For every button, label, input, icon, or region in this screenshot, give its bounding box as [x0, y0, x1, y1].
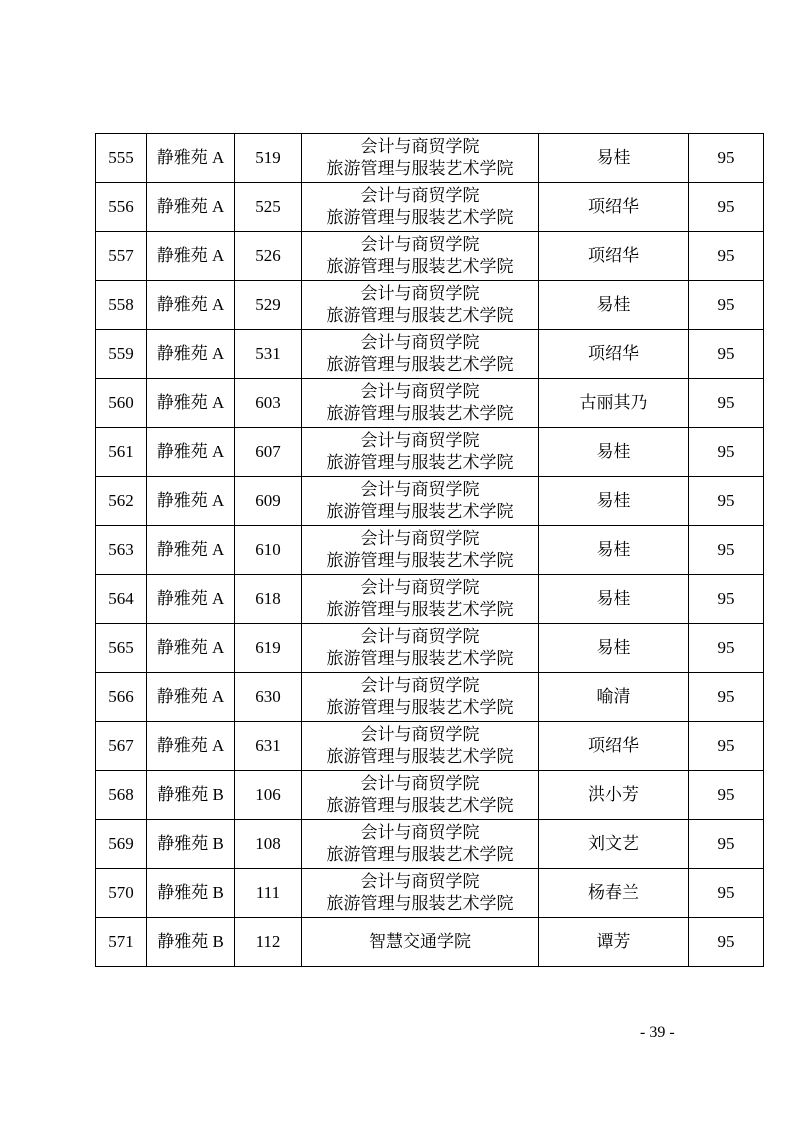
- table-row: [96, 722, 764, 771]
- dormitory-score-table: [95, 133, 764, 967]
- college-name: 会计与商贸学院: [360, 284, 480, 303]
- college-name: 会计与商贸学院: [360, 872, 480, 891]
- score-cell: 95: [689, 918, 764, 967]
- inspector-name-cell: 易桂: [539, 526, 689, 575]
- score-cell: 95: [689, 526, 764, 575]
- building-cell: 静雅苑 A: [147, 379, 235, 428]
- table-row: [96, 820, 764, 869]
- college-name: 会计与商贸学院: [360, 137, 480, 156]
- college-cell: [302, 281, 539, 330]
- inspector-name-cell: 易桂: [539, 428, 689, 477]
- room-number-cell: 609: [235, 477, 302, 526]
- row-number-cell: 556: [96, 183, 147, 232]
- inspector-name-cell: 杨春兰: [539, 869, 689, 918]
- row-number-cell: 562: [96, 477, 147, 526]
- college-cell: [302, 575, 539, 624]
- room-number-cell: 603: [235, 379, 302, 428]
- row-number-cell: 555: [96, 134, 147, 183]
- college-name: 智慧交通学院: [369, 932, 471, 951]
- college-cell: [302, 379, 539, 428]
- row-number-cell: 563: [96, 526, 147, 575]
- college-cell: [302, 673, 539, 722]
- college-name: 旅游管理与服装艺术学院: [326, 257, 514, 276]
- college-name: 旅游管理与服装艺术学院: [326, 845, 514, 864]
- college-name: 旅游管理与服装艺术学院: [326, 698, 514, 717]
- table-row: [96, 183, 764, 232]
- college-cell: [302, 477, 539, 526]
- inspector-name-cell: 项绍华: [539, 722, 689, 771]
- table-row: [96, 428, 764, 477]
- college-cell: [302, 183, 539, 232]
- table-row: [96, 477, 764, 526]
- row-number-cell: 557: [96, 232, 147, 281]
- college-cell: [302, 624, 539, 673]
- row-number-cell: 560: [96, 379, 147, 428]
- college-name: 会计与商贸学院: [360, 235, 480, 254]
- score-cell: 95: [689, 673, 764, 722]
- college-name: 会计与商贸学院: [360, 529, 480, 548]
- inspector-name-cell: 易桂: [539, 624, 689, 673]
- score-cell: 95: [689, 428, 764, 477]
- building-cell: 静雅苑 A: [147, 232, 235, 281]
- score-cell: 95: [689, 722, 764, 771]
- building-cell: 静雅苑 B: [147, 820, 235, 869]
- table-row: [96, 575, 764, 624]
- building-cell: 静雅苑 A: [147, 722, 235, 771]
- building-cell: 静雅苑 A: [147, 673, 235, 722]
- room-number-cell: 619: [235, 624, 302, 673]
- college-cell: [302, 232, 539, 281]
- table-body: [96, 134, 764, 967]
- college-cell: [302, 722, 539, 771]
- score-cell: 95: [689, 820, 764, 869]
- inspector-name-cell: 项绍华: [539, 232, 689, 281]
- inspector-name-cell: 项绍华: [539, 330, 689, 379]
- room-number-cell: 526: [235, 232, 302, 281]
- table-row: [96, 673, 764, 722]
- score-cell: 95: [689, 379, 764, 428]
- room-number-cell: 531: [235, 330, 302, 379]
- college-name: 旅游管理与服装艺术学院: [326, 453, 514, 472]
- table-row: [96, 771, 764, 820]
- score-cell: 95: [689, 183, 764, 232]
- inspector-name-cell: 洪小芳: [539, 771, 689, 820]
- college-name: 旅游管理与服装艺术学院: [326, 649, 514, 668]
- row-number-cell: 567: [96, 722, 147, 771]
- row-number-cell: 564: [96, 575, 147, 624]
- college-name: 会计与商贸学院: [360, 333, 480, 352]
- college-name: 旅游管理与服装艺术学院: [326, 551, 514, 570]
- building-cell: 静雅苑 A: [147, 624, 235, 673]
- row-number-cell: 558: [96, 281, 147, 330]
- table-row: [96, 134, 764, 183]
- row-number-cell: 566: [96, 673, 147, 722]
- college-name: 旅游管理与服装艺术学院: [326, 747, 514, 766]
- college-name: 会计与商贸学院: [360, 774, 480, 793]
- building-cell: 静雅苑 B: [147, 918, 235, 967]
- row-number-cell: 571: [96, 918, 147, 967]
- building-cell: 静雅苑 B: [147, 869, 235, 918]
- college-cell: [302, 771, 539, 820]
- college-name: 会计与商贸学院: [360, 676, 480, 695]
- table-row: [96, 918, 764, 967]
- college-name: 旅游管理与服装艺术学院: [326, 600, 514, 619]
- college-cell: [302, 869, 539, 918]
- table-row: [96, 281, 764, 330]
- score-cell: 95: [689, 477, 764, 526]
- building-cell: 静雅苑 A: [147, 134, 235, 183]
- inspector-name-cell: 谭芳: [539, 918, 689, 967]
- room-number-cell: 519: [235, 134, 302, 183]
- college-name: 旅游管理与服装艺术学院: [326, 502, 514, 521]
- inspector-name-cell: 易桂: [539, 477, 689, 526]
- row-number-cell: 561: [96, 428, 147, 477]
- room-number-cell: 108: [235, 820, 302, 869]
- score-cell: 95: [689, 330, 764, 379]
- score-cell: 95: [689, 281, 764, 330]
- building-cell: 静雅苑 A: [147, 477, 235, 526]
- building-cell: 静雅苑 A: [147, 183, 235, 232]
- college-name: 旅游管理与服装艺术学院: [326, 796, 514, 815]
- table-row: [96, 869, 764, 918]
- college-name: 旅游管理与服装艺术学院: [326, 208, 514, 227]
- college-name: 会计与商贸学院: [360, 382, 480, 401]
- room-number-cell: 618: [235, 575, 302, 624]
- college-cell: [302, 330, 539, 379]
- college-cell: [302, 134, 539, 183]
- room-number-cell: 630: [235, 673, 302, 722]
- room-number-cell: 525: [235, 183, 302, 232]
- college-name: 旅游管理与服装艺术学院: [326, 404, 514, 423]
- score-cell: 95: [689, 869, 764, 918]
- room-number-cell: 631: [235, 722, 302, 771]
- inspector-name-cell: 易桂: [539, 281, 689, 330]
- college-name: 旅游管理与服装艺术学院: [326, 159, 514, 178]
- row-number-cell: 569: [96, 820, 147, 869]
- college-name: 旅游管理与服装艺术学院: [326, 306, 514, 325]
- room-number-cell: 112: [235, 918, 302, 967]
- building-cell: 静雅苑 A: [147, 575, 235, 624]
- room-number-cell: 610: [235, 526, 302, 575]
- row-number-cell: 568: [96, 771, 147, 820]
- college-name: 会计与商贸学院: [360, 186, 480, 205]
- college-cell: [302, 820, 539, 869]
- inspector-name-cell: 易桂: [539, 134, 689, 183]
- row-number-cell: 570: [96, 869, 147, 918]
- building-cell: 静雅苑 A: [147, 281, 235, 330]
- college-name: 会计与商贸学院: [360, 725, 480, 744]
- building-cell: 静雅苑 A: [147, 330, 235, 379]
- college-name: 会计与商贸学院: [360, 480, 480, 499]
- college-name: 旅游管理与服装艺术学院: [326, 355, 514, 374]
- page-number: - 39 -: [640, 1024, 675, 1041]
- building-cell: 静雅苑 A: [147, 428, 235, 477]
- room-number-cell: 106: [235, 771, 302, 820]
- college-name: 旅游管理与服装艺术学院: [326, 894, 514, 913]
- row-number-cell: 565: [96, 624, 147, 673]
- row-number-cell: 559: [96, 330, 147, 379]
- table-row: [96, 526, 764, 575]
- score-cell: 95: [689, 134, 764, 183]
- inspector-name-cell: 项绍华: [539, 183, 689, 232]
- table-row: [96, 232, 764, 281]
- score-cell: 95: [689, 624, 764, 673]
- building-cell: 静雅苑 B: [147, 771, 235, 820]
- inspector-name-cell: 古丽其乃: [539, 379, 689, 428]
- score-cell: 95: [689, 575, 764, 624]
- room-number-cell: 111: [235, 869, 302, 918]
- score-cell: 95: [689, 771, 764, 820]
- college-name: 会计与商贸学院: [360, 627, 480, 646]
- room-number-cell: 607: [235, 428, 302, 477]
- table-row: [96, 330, 764, 379]
- table-row: [96, 624, 764, 673]
- building-cell: 静雅苑 A: [147, 526, 235, 575]
- college-name: 会计与商贸学院: [360, 578, 480, 597]
- college-cell: [302, 526, 539, 575]
- inspector-name-cell: 刘文艺: [539, 820, 689, 869]
- college-cell: [302, 428, 539, 477]
- inspector-name-cell: 易桂: [539, 575, 689, 624]
- room-number-cell: 529: [235, 281, 302, 330]
- inspector-name-cell: 喻清: [539, 673, 689, 722]
- table-row: [96, 379, 764, 428]
- college-name: 会计与商贸学院: [360, 823, 480, 842]
- score-cell: 95: [689, 232, 764, 281]
- college-name: 会计与商贸学院: [360, 431, 480, 450]
- college-cell: [302, 918, 539, 967]
